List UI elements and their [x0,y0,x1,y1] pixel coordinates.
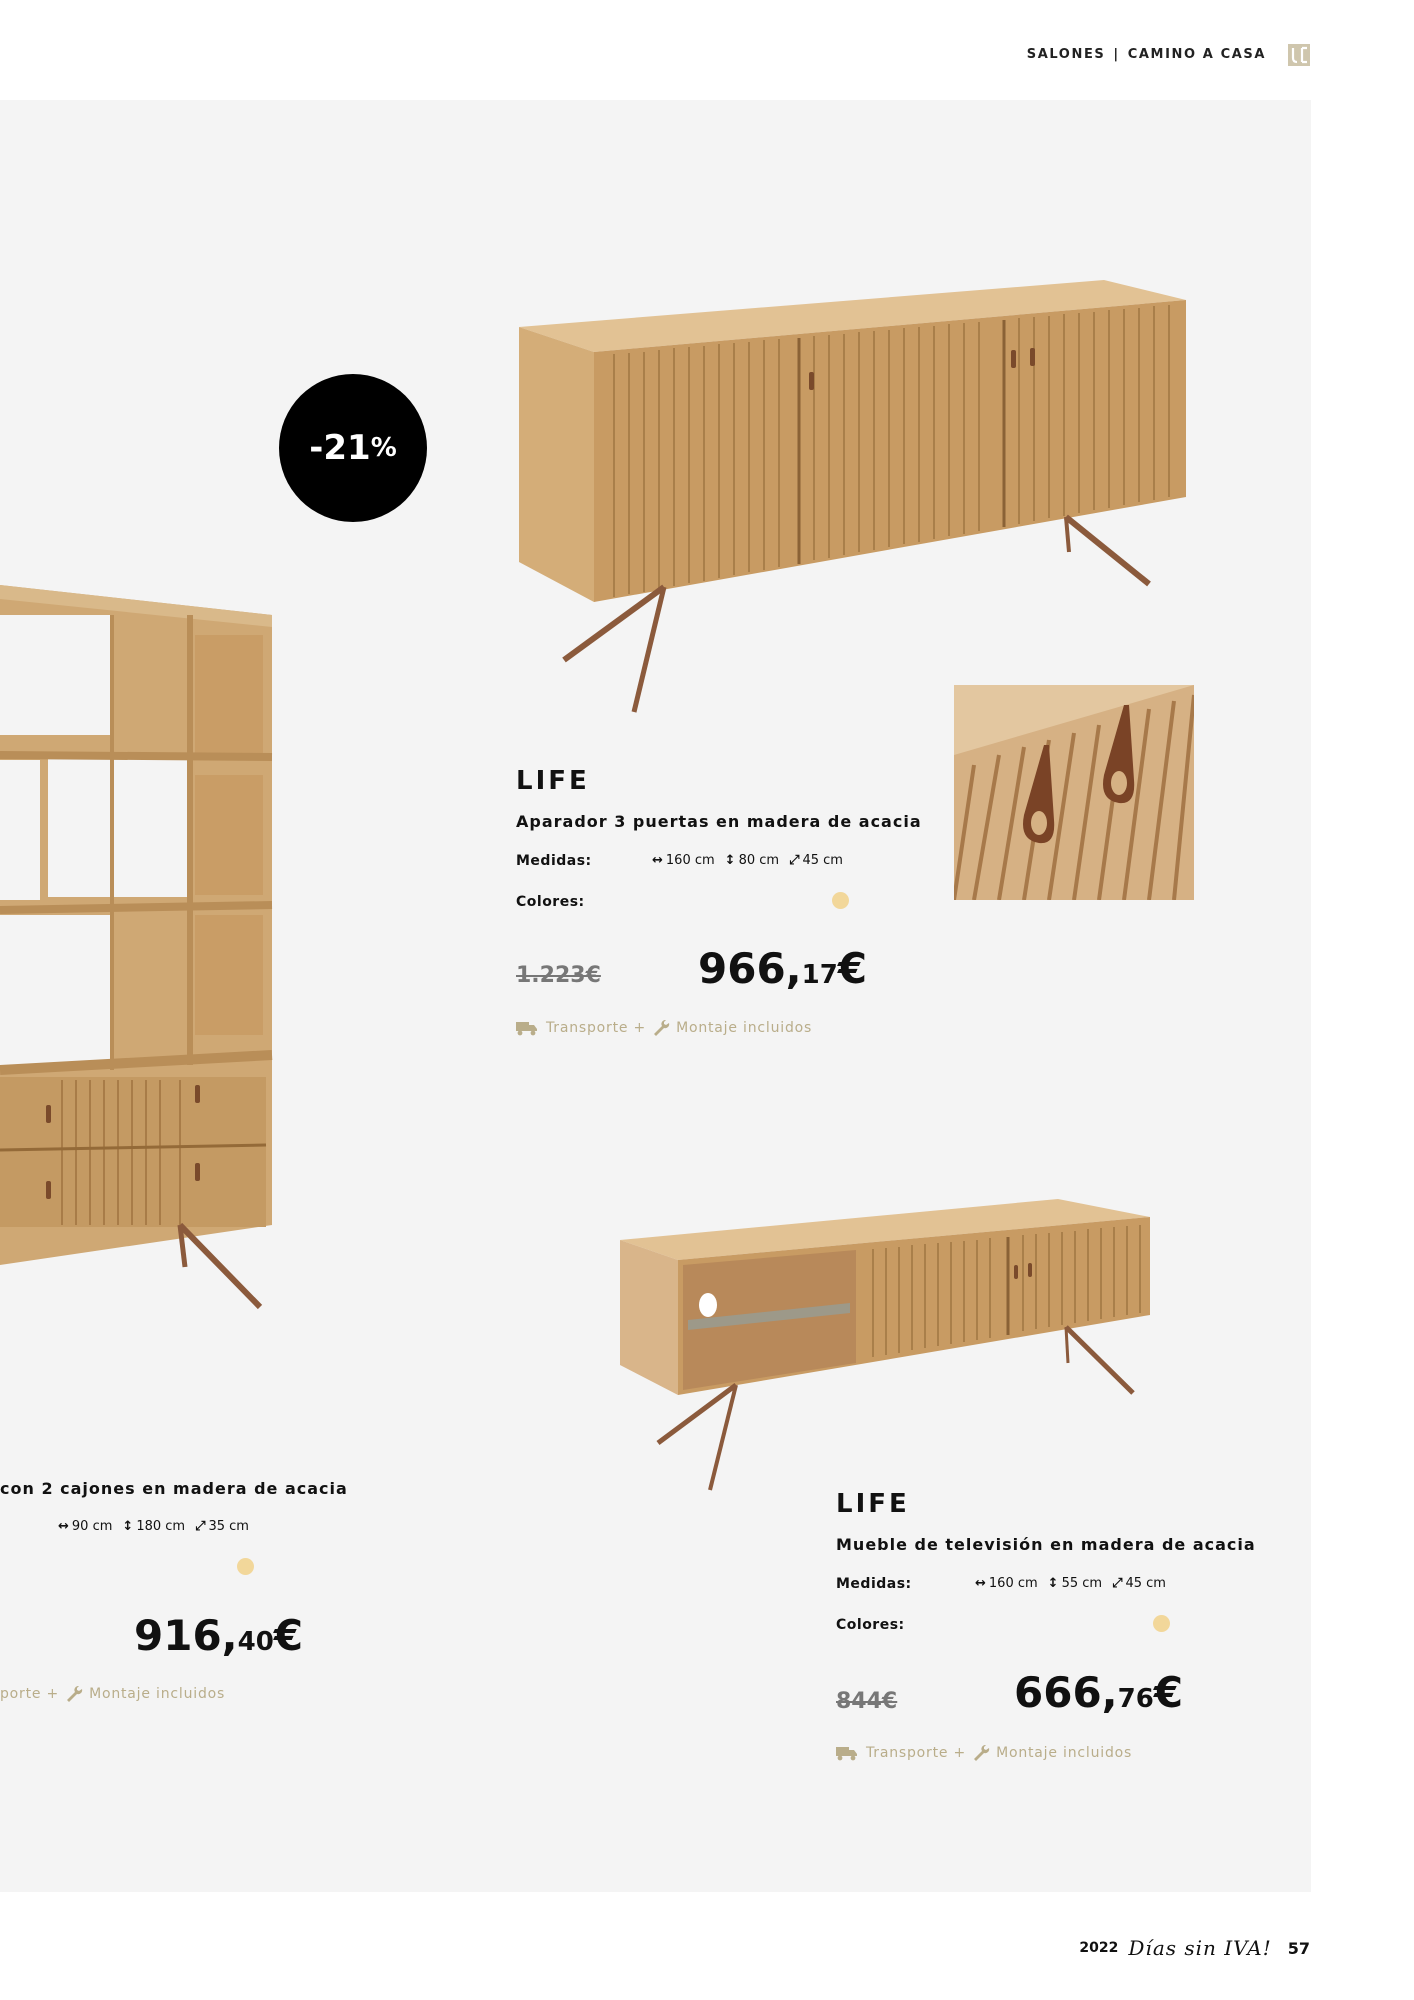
product-2-delivery-info [0,1685,225,1703]
product-3-price [1014,1668,1183,1717]
product-1-transport-text: Transporte + [546,1020,647,1036]
product-1-assembly-text: Montaje incluidos [676,1020,813,1036]
handle-detail-image [954,685,1194,900]
product-3-dimensions-label: Medidas: [836,1576,912,1592]
product-3-old-price: 844€ [836,1689,898,1714]
product-3-price-integer: 666, [1014,1668,1118,1717]
depth-arrow-icon: ⤢ [789,853,800,868]
product-2-price-decimals: 40 [237,1627,274,1657]
tv-unit-image [618,1195,1158,1495]
product-3-height: 55 cm [1061,1576,1103,1591]
product-3-title: LIFE [836,1489,910,1519]
discount-value: -21 [309,428,371,468]
sideboard-image [514,272,1194,722]
product-3-depth: 45 cm [1125,1576,1166,1591]
product-2-color-swatch[interactable] [237,1558,254,1575]
height-arrow-icon: ↕ [1047,1576,1059,1591]
product-1-depth: 45 cm [802,853,843,868]
product-1-description: Aparador 3 puertas en madera de acacia [516,812,922,831]
product-1-height: 80 cm [738,853,780,868]
page-footer [1079,1936,1310,1960]
page-header [0,44,1414,74]
product-1-price-currency: € [837,944,868,993]
product-3-delivery-info [836,1744,1132,1762]
breadcrumb-separator: | [1113,47,1120,62]
truck-icon [516,1020,538,1036]
product-1-dimensions-label: Medidas: [516,853,592,869]
product-1-price-decimals: 17 [801,960,838,990]
product-1-title: LIFE [516,766,590,796]
breadcrumb [1027,47,1266,62]
wrench-icon [652,1019,670,1037]
depth-arrow-icon: ⤢ [195,1519,206,1534]
depth-arrow-icon: ⤢ [1112,1576,1123,1591]
product-3-colors-label: Colores: [836,1617,905,1633]
product-1-old-price: 1.223€ [516,963,601,988]
product-1-width: 160 cm [665,853,715,868]
width-arrow-icon: ↔ [652,853,663,868]
height-arrow-icon: ↕ [122,1519,134,1534]
product-1-price [698,944,867,993]
product-2-assembly-text: Montaje incluidos [89,1686,226,1702]
product-1-price-integer: 966, [698,944,802,993]
product-2-description: con 2 cajones en madera de acacia [0,1479,348,1498]
truck-icon [836,1745,858,1761]
wrench-icon [972,1744,990,1762]
page-number: 57 [1287,1938,1310,1958]
product-3-description: Mueble de televisión en madera de acacia [836,1535,1256,1554]
discount-unit: % [370,433,397,463]
width-arrow-icon: ↔ [58,1519,69,1534]
height-arrow-icon: ↕ [724,853,736,868]
width-arrow-icon: ↔ [975,1576,986,1591]
product-3-assembly-text: Montaje incluidos [996,1745,1133,1761]
product-3-dimensions [975,1576,1166,1591]
product-3-color-swatch[interactable] [1153,1615,1170,1632]
product-2-height: 180 cm [136,1519,186,1534]
product-3-transport-text: Transporte + [866,1745,967,1761]
product-2-dimensions [58,1519,249,1534]
product-2-price [134,1611,303,1660]
bookshelf-image [0,585,280,1325]
product-2-width: 90 cm [71,1519,113,1534]
footer-year: 2022 [1079,1940,1119,1956]
product-3-width: 160 cm [988,1576,1038,1591]
product-2-price-currency: € [273,1611,304,1660]
product-2-depth: 35 cm [208,1519,249,1534]
product-1-color-swatch[interactable] [832,892,849,909]
breadcrumb-section: SALONES [1026,47,1106,62]
discount-badge [279,374,427,522]
product-3-price-currency: € [1153,1668,1184,1717]
product-1-dimensions [652,853,843,868]
brand-logo-icon [1288,44,1310,66]
wrench-icon [65,1685,83,1703]
product-1-colors-label: Colores: [516,894,585,910]
product-2-price-integer: 916, [134,1611,238,1660]
product-3-price-decimals: 76 [1117,1684,1154,1714]
breadcrumb-subsection: CAMINO A CASA [1127,47,1266,62]
footer-brand: Días sin IVA! [1128,1936,1272,1960]
product-2-transport-text: porte + [0,1686,60,1702]
product-1-delivery-info [516,1019,812,1037]
